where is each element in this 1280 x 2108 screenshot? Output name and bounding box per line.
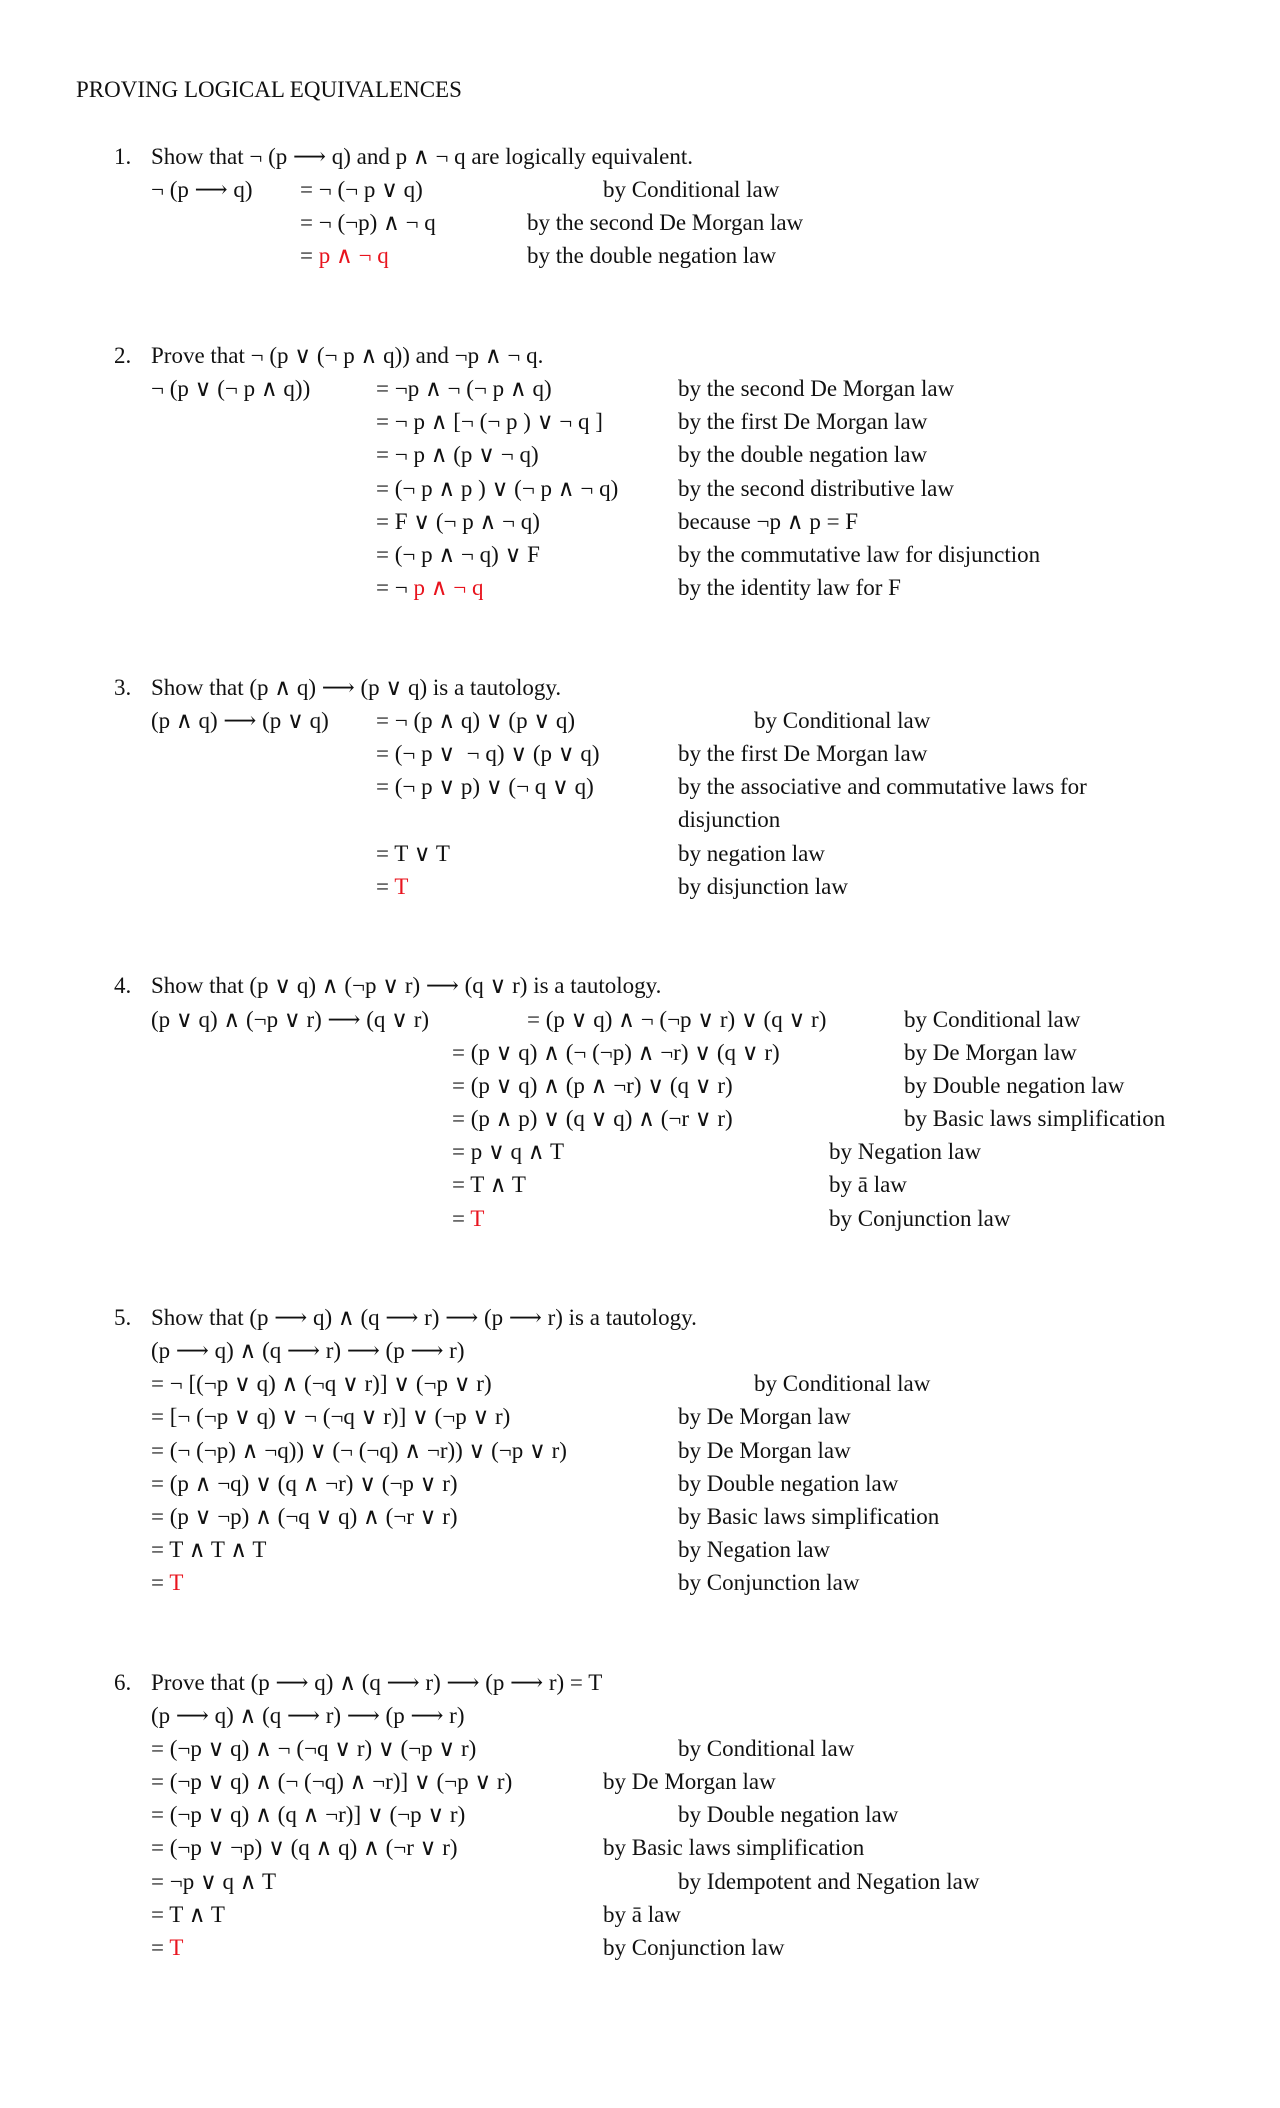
proof-step-reason: by negation law (678, 841, 825, 866)
proof-step-reason: by the double negation law (527, 243, 777, 268)
equals-prefix: = (151, 1935, 170, 1960)
proof-step-expr: = (p ∨ q) ∧ ¬ (¬p ∨ r) ∨ (q ∨ r) (527, 1007, 827, 1032)
proof-step-reason: by the associative and commutative laws for (678, 774, 1087, 799)
proof-result: T (394, 874, 409, 899)
proof-step-expr (376, 875, 408, 898)
proof-step-reason: by Negation law (678, 1537, 831, 1562)
proof-step-expr: = ¬p ∧ ¬ (¬ p ∧ q) (376, 376, 552, 401)
proof-result: p ∧ ¬ q (318, 243, 389, 268)
proof-step-reason: by Double negation law (904, 1073, 1125, 1098)
problem-number: 4. (114, 973, 132, 998)
proof-step-reason: by the second De Morgan law (527, 210, 804, 235)
proof-step-reason: by Double negation law (678, 1802, 899, 1827)
proof-step-expr: = (¬p ∨ q) ∧ (q ∧ ¬r)] ∨ (¬p ∨ r) (151, 1802, 466, 1827)
proof-step-reason: by De Morgan law (678, 1438, 851, 1463)
proof-step-reason: by De Morgan law (678, 1404, 851, 1429)
problem-number: 6. (114, 1670, 132, 1695)
proof-step-expr (151, 1571, 183, 1594)
proof-step-reason: by Conjunction law (678, 1570, 860, 1595)
proof-step-expr: = p ∨ q ∧ T (452, 1139, 565, 1164)
proof-step-expr: = T ∧ T (452, 1172, 526, 1197)
proof-step-expr: = [¬ (¬p ∨ q) ∨ ¬ (¬q ∨ r)] ∨ (¬p ∨ r) (151, 1404, 511, 1429)
proof-step-expr: = ¬ (¬ p ∨ q) (300, 177, 423, 202)
proof-step-reason: by Conjunction law (829, 1206, 1011, 1231)
proof-step-expr: = (¬p ∨ q) ∧ (¬ (¬q) ∧ ¬r)] ∨ (¬p ∨ r) (151, 1769, 513, 1794)
proof-step-reason: by the second De Morgan law (678, 376, 955, 401)
proof-step-reason: by Negation law (829, 1139, 982, 1164)
proof-step-reason: by Basic laws simplification (603, 1835, 865, 1860)
proof-step-reason: by Conditional law (603, 177, 780, 202)
proof-step-reason: by Double negation law (678, 1471, 899, 1496)
problem-statement: Show that ¬ (p ⟶ q) and p ∧ ¬ q are logically equivalent. (151, 144, 694, 169)
proof-step-expr: = (¬ p ∧ p ) ∨ (¬ p ∧ ¬ q) (376, 476, 619, 501)
proof-step-reason: by Idempotent and Negation law (678, 1869, 980, 1894)
proof-step-reason: by ā law (829, 1172, 907, 1197)
proof-step-expr: = (¬p ∨ ¬p) ∨ (q ∧ q) ∧ (¬r ∨ r) (151, 1835, 458, 1860)
proof-step-expr: = (¬p ∨ q) ∧ ¬ (¬q ∨ r) ∨ (¬p ∨ r) (151, 1736, 477, 1761)
proof-step-expr: = ¬p ∨ q ∧ T (151, 1869, 276, 1894)
problem-number: 5. (114, 1305, 132, 1330)
proof-step-expr: = T ∧ T (151, 1902, 225, 1927)
proof-step-expr: = (¬ p ∨ p) ∨ (¬ q ∨ q) (376, 774, 594, 799)
equals-prefix: = (452, 1206, 471, 1231)
proof-result: T (169, 1935, 184, 1960)
proof-step-reason: by De Morgan law (603, 1769, 776, 1794)
proof-step-expr: = ¬ (p ∧ q) ∨ (p ∨ q) (376, 708, 576, 733)
proof-lhs: ¬ (p ⟶ q) (151, 177, 253, 202)
problem-statement: Prove that ¬ (p ∨ (¬ p ∧ q)) and ¬p ∧ ¬ q. (151, 343, 544, 368)
problem-statement: Show that (p ∨ q) ∧ (¬p ∨ r) ⟶ (q ∨ r) is a tautology. (151, 973, 662, 998)
problem-statement: Show that (p ⟶ q) ∧ (q ⟶ r) ⟶ (p ⟶ r) is a tautology. (151, 1305, 697, 1330)
proof-step-expr: = ¬ (¬p) ∧ ¬ q (300, 210, 436, 235)
proof-step-reason: by Basic laws simplification (904, 1106, 1166, 1131)
proof-lhs: (p ⟶ q) ∧ (q ⟶ r) ⟶ (p ⟶ r) (151, 1338, 465, 1363)
proof-step-reason: by Conditional law (754, 708, 931, 733)
proof-step-reason: by De Morgan law (904, 1040, 1077, 1065)
proof-result: p ∧ ¬ q (413, 575, 484, 600)
proof-step-expr: = ¬ p ∧ [¬ (¬ p ) ∨ ¬ q ] (376, 409, 603, 434)
proof-step-expr: = ¬ [(¬p ∨ q) ∧ (¬q ∨ r)] ∨ (¬p ∨ r) (151, 1371, 492, 1396)
problem-number: 1. (114, 144, 132, 169)
proof-step-expr (300, 244, 389, 267)
equals-prefix: = (376, 874, 395, 899)
proof-step-reason: disjunction (678, 807, 781, 832)
proof-step-expr: = (p ∨ q) ∧ (p ∧ ¬r) ∨ (q ∨ r) (452, 1073, 733, 1098)
page-title: PROVING LOGICAL EQUIVALENCES (76, 77, 462, 102)
proof-step-reason: by the double negation law (678, 442, 928, 467)
proof-step-reason: by Conditional law (678, 1736, 855, 1761)
equals-prefix: = ¬ (376, 575, 414, 600)
proof-step-reason: by the commutative law for disjunction (678, 542, 1041, 567)
equals-prefix: = (300, 243, 319, 268)
proof-step-expr: = (p ∨ ¬p) ∧ (¬q ∨ q) ∧ (¬r ∨ r) (151, 1504, 458, 1529)
problem-statement: Prove that (p ⟶ q) ∧ (q ⟶ r) ⟶ (p ⟶ r) = T (151, 1670, 603, 1695)
problem-statement: Show that (p ∧ q) ⟶ (p ∨ q) is a tautology. (151, 675, 562, 700)
problem-number: 3. (114, 675, 132, 700)
proof-lhs: (p ∧ q) ⟶ (p ∨ q) (151, 708, 329, 733)
proof-step-expr: = (¬ p ∨ ¬ q) ∨ (p ∨ q) (376, 741, 600, 766)
proof-step-reason: by Conditional law (904, 1007, 1081, 1032)
proof-step-reason: by Basic laws simplification (678, 1504, 940, 1529)
proof-step-expr: = (p ∧ p) ∨ (q ∨ q) ∧ (¬r ∨ r) (452, 1106, 733, 1131)
proof-step-reason: by the first De Morgan law (678, 741, 928, 766)
proof-step-expr: = T ∧ T ∧ T (151, 1537, 267, 1562)
proof-step-expr: = (¬ (¬p) ∧ ¬q)) ∨ (¬ (¬q) ∧ ¬r)) ∨ (¬p ∨ r) (151, 1438, 567, 1463)
equals-prefix: = (151, 1570, 170, 1595)
proof-step-reason: because ¬p ∧ p = F (678, 509, 859, 534)
proof-step-expr (376, 576, 484, 599)
proof-step-expr (151, 1936, 183, 1959)
proof-lhs: (p ∨ q) ∧ (¬p ∨ r) ⟶ (q ∨ r) (151, 1007, 430, 1032)
proof-step-reason: by the first De Morgan law (678, 409, 928, 434)
problem-number: 2. (114, 343, 132, 368)
proof-step-expr (452, 1207, 484, 1230)
proof-step-expr: = (¬ p ∧ ¬ q) ∨ F (376, 542, 540, 567)
proof-step-reason: by Conditional law (754, 1371, 931, 1396)
proof-step-reason: by ā law (603, 1902, 681, 1927)
proof-step-expr: = (p ∨ q) ∧ (¬ (¬p) ∧ ¬r) ∨ (q ∨ r) (452, 1040, 780, 1065)
proof-step-expr: = F ∨ (¬ p ∧ ¬ q) (376, 509, 540, 534)
proof-lhs: ¬ (p ∨ (¬ p ∧ q)) (151, 376, 311, 401)
proof-result: T (470, 1206, 485, 1231)
proof-step-expr: = (p ∧ ¬q) ∨ (q ∧ ¬r) ∨ (¬p ∨ r) (151, 1471, 458, 1496)
proof-step-reason: by disjunction law (678, 874, 848, 899)
proof-lhs: (p ⟶ q) ∧ (q ⟶ r) ⟶ (p ⟶ r) (151, 1703, 465, 1728)
proof-step-expr: = ¬ p ∧ (p ∨ ¬ q) (376, 442, 539, 467)
proof-result: T (169, 1570, 184, 1595)
proof-step-reason: by Conjunction law (603, 1935, 785, 1960)
proof-step-reason: by the second distributive law (678, 476, 954, 501)
proof-step-reason: by the identity law for F (678, 575, 901, 600)
proof-step-expr: = T ∨ T (376, 841, 450, 866)
